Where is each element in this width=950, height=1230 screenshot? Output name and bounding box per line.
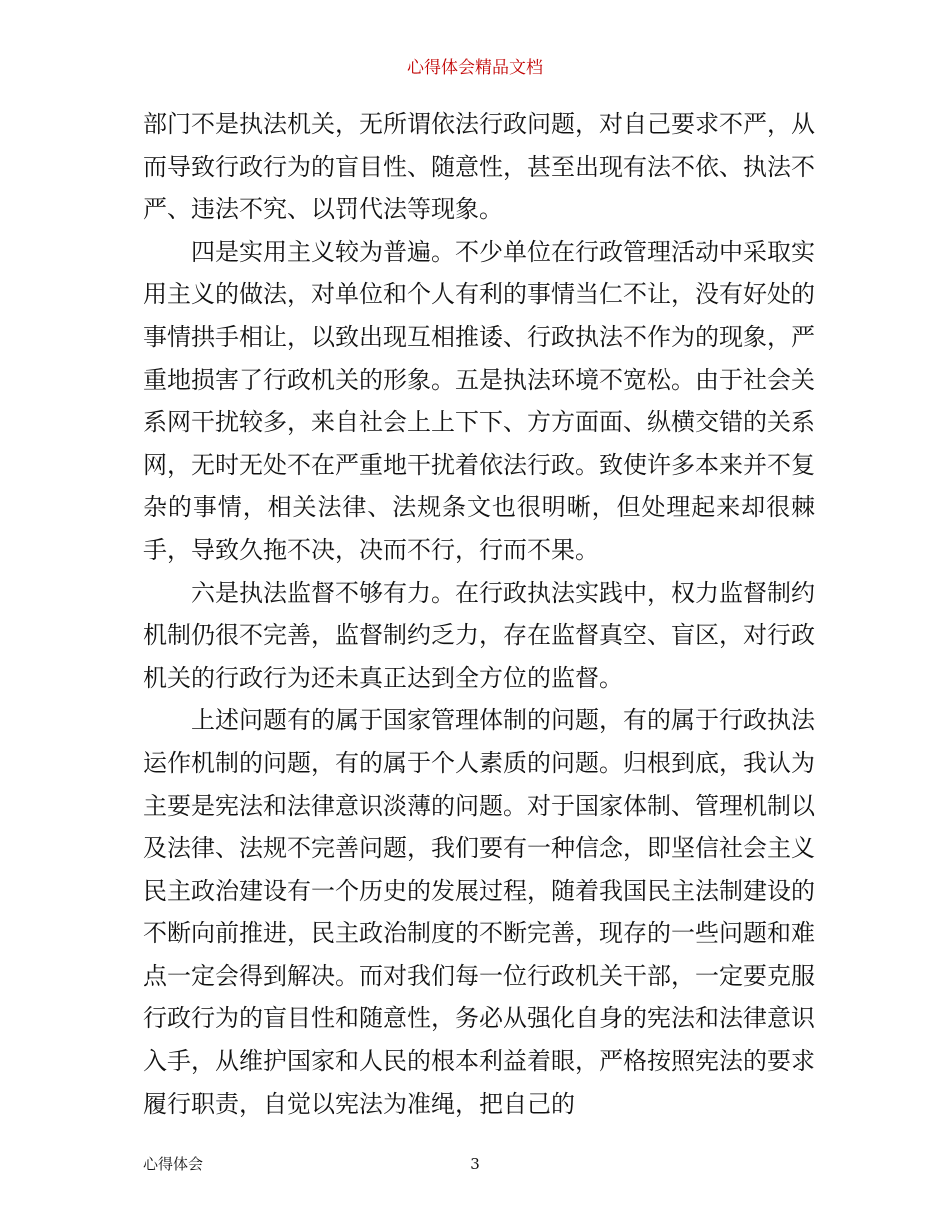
document-body [143, 103, 815, 1125]
paragraph-pragmatism: 四是实用主义较为普遍。不少单位在行政管理活动中采取实用主义的做法，对单位和个人有利的事情当仁不让，没有好处的事情拱手相让，以致出现互相推诿、行政执法不作为的现象，严重地损害了行政机关的形象。五是执法环境不宽松。由于社会关系网干扰较多，来自社会上上下下、方方面面、纵横交错的关系网，无时无处不在严重地干扰着依法行政。致使许多本来并不复杂的事情，相关法律、法规条文也很明晰，但处理起来却很棘手，导致久拖不决，决而不行，行而不果。 [143, 237, 815, 564]
paragraph-conclusion: 上述问题有的属于国家管理体制的问题，有的属于行政执法运作机制的问题，有的属于个人素质的问题。归根到底，我认为主要是宪法和法律意识淡薄的问题。对于国家体制、管理机制以及法律、法规不完善问题，我们要有一种信念，即坚信社会主义民主政治建设有一个历史的发展过程，随着我国民主法制建设的不断向前推进，民主政治制度的不断完善，现存的一些问题和难点一定会得到解决。而对我们每一位行政机关干部，一定要克服行政行为的盲目性和随意性，务必从强化自身的宪法和法律意识入手，从维护国家和人民的根本利益着眼，严格按照宪法的要求履行职责，自觉以宪法为准绳，把自己的 [143, 706, 815, 1118]
paragraph-continued: 部门不是执法机关，无所谓依法行政问题，对自己要求不严，从而导致行政行为的盲目性、随意性，甚至出现有法不依、执法不严、违法不究、以罚代法等现象。 [143, 110, 815, 224]
page-header-title: 心得体会精品文档 [407, 58, 543, 78]
footer-label: 心得体会 [143, 1155, 204, 1173]
page-number: 3 [470, 1155, 480, 1173]
paragraph-supervision: 六是执法监督不够有力。在行政执法实践中，权力监督制约机制仍很不完善，监督制约乏力，存在监督真空、盲区，对行政机关的行政行为还未真正达到全方位的监督。 [143, 578, 815, 692]
